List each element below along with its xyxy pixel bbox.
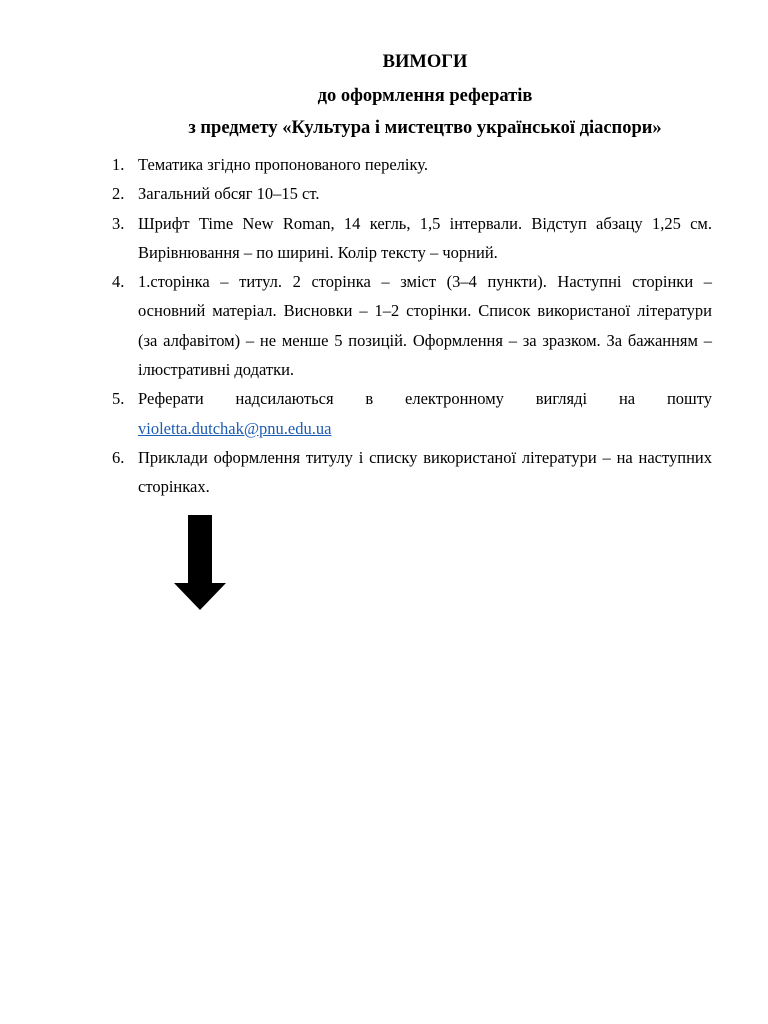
list-item: [112, 384, 712, 443]
list-item: [112, 443, 712, 502]
list-item-number: 2.: [112, 184, 125, 204]
list-item: [112, 179, 712, 208]
requirements-list: [112, 150, 712, 502]
email-link[interactable]: violetta.dutchak@pnu.edu.ua: [138, 418, 332, 438]
list-item-number: 3.: [112, 213, 125, 233]
document-subject: з предмету «Культура і мистецтво української діаспори»: [188, 118, 662, 138]
list-item-text: Шрифт Time New Roman, 14 кегль, 1,5 інтервали. Відступ абзацу 1,25 см. Вирівнювання – по ширині. Колір тексту – чорний.: [138, 213, 712, 262]
document-title: ВИМОГИ: [382, 52, 468, 72]
list-item-number: 4.: [112, 272, 125, 292]
list-item-text: 1.сторінка – титул. 2 сторінка – зміст (3–4 пункти). Наступні сторінки – основний матеріал. Висновки – 1–2 сторінки. Список використаної літератури (за алфавітом) – не менше 5 позицій. Оформлення – за зразком. За бажанням – ілюстративні додатки.: [138, 272, 712, 380]
list-item: [112, 150, 712, 179]
list-item: [112, 209, 712, 268]
list-item-number: 6.: [112, 447, 125, 467]
list-item-number: 1.: [112, 155, 125, 174]
list-item-text: Реферати надсилаються в електронному вигляді на пошту: [138, 389, 712, 409]
arrow-down-icon: [174, 515, 226, 610]
document-subtitle: до оформлення рефератів: [317, 86, 533, 106]
list-item-text: Тематика згідно пропонованого переліку.: [138, 155, 428, 174]
list-item-text: Приклади оформлення титулу і списку використаної літератури – на наступних сторінках.: [138, 447, 712, 497]
list-item-text: Загальний обсяг 10–15 ст.: [138, 184, 320, 204]
list-item-number: 5.: [112, 389, 125, 409]
list-item: [112, 267, 712, 384]
